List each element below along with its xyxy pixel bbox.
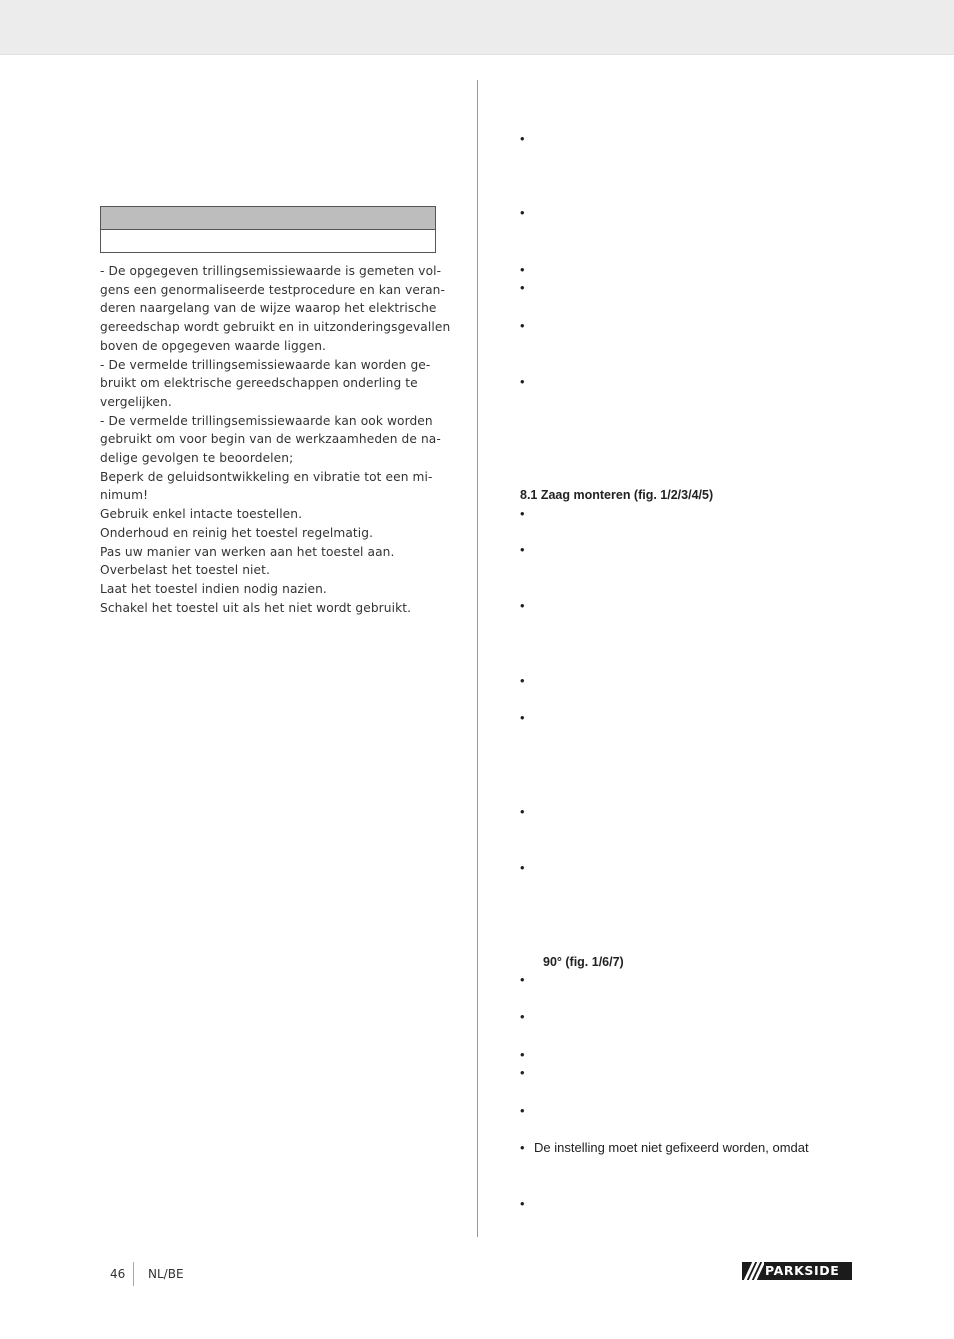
paragraph-line: vergelijken. [100, 394, 172, 409]
paragraph-line: nimum! [100, 488, 149, 503]
bullet-point: • [520, 598, 525, 613]
bullet-point: • [520, 280, 525, 295]
paragraph-line: Onderhoud en reinig het toestel regelmatig. [100, 525, 374, 540]
bullet-point: • [520, 1047, 525, 1062]
bullet-point: • [520, 1065, 525, 1080]
paragraph-line: gebruikt om voor begin van de werkzaamheden de na- [100, 432, 441, 447]
paragraph-line: - De opgegeven trillingsemissiewaarde is gemeten vol- [100, 264, 442, 278]
page-number: 46 [110, 1267, 126, 1281]
bullet-point: • [520, 1196, 525, 1211]
language-code: NL/BE [148, 1267, 184, 1281]
bullet-point: • [520, 804, 525, 819]
vibration-table [100, 206, 436, 253]
paragraph-line: deren naargelang van de wijze waarop het elektrische [100, 301, 437, 316]
bullet-point: • [520, 1009, 525, 1024]
paragraph-line: - De vermelde trillingsemissiewaarde kan worden ge- [100, 357, 431, 372]
bullet-point: • [520, 673, 525, 688]
bullet-point: • [520, 205, 525, 220]
paragraph-line: bruikt om elektrische gereedschappen onderling te [100, 376, 418, 391]
paragraph-line: delige gevolgen te beoordelen; [100, 451, 294, 466]
paragraph-line: Pas uw manier van werken aan het toestel aan. [100, 544, 395, 559]
logo-stripes-icon [742, 1262, 764, 1280]
bullet-point: • [520, 262, 525, 277]
parkside-logo [742, 1262, 852, 1280]
table-header-row [101, 207, 435, 230]
section-heading-saw-mount: 8.1 Zaag monteren (fig. 1/2/3/4/5) [520, 488, 714, 502]
bullet-point: • [520, 972, 525, 987]
paragraph-line: Overbelast het toestel niet. [100, 563, 270, 578]
footer-separator [133, 1262, 134, 1286]
section-heading-90-degrees: 90° (fig. 1/6/7) [543, 955, 624, 969]
table-body-row [101, 230, 435, 252]
paragraph-line: gereedschap wordt gebruikt en in uitzonderingsgevallen [100, 320, 451, 335]
paragraph-line: Laat het toestel indien nodig nazien. [100, 581, 327, 596]
bullet-point: • [520, 374, 525, 389]
bullet-point: • [520, 1140, 525, 1155]
paragraph-line: Gebruik enkel intacte toestellen. [100, 507, 303, 522]
vibration-paragraph [100, 262, 451, 617]
logo-text: PARKSIDE [765, 1263, 840, 1278]
paragraph-line: gens een genormaliseerde testprocedure en kan veran- [100, 282, 445, 297]
column-divider [477, 80, 478, 1237]
bullet-point: • [520, 506, 525, 521]
paragraph-line: - De vermelde trillingsemissiewaarde kan ook worden [100, 413, 433, 428]
paragraph-line: Beperk de geluidsontwikkeling en vibratie tot een mi- [100, 469, 433, 484]
bullet-point: • [520, 131, 525, 146]
bullet-point: • [520, 710, 525, 725]
bullet-point: • [520, 318, 525, 333]
bullet-text-setting: De instelling moet niet gefixeerd worden, omdat [534, 1140, 809, 1155]
header-bar [0, 0, 954, 55]
paragraph-line: Schakel het toestel uit als het niet wordt gebruikt. [100, 600, 412, 615]
bullet-point: • [520, 1103, 525, 1118]
bullet-point: • [520, 542, 525, 557]
bullet-point: • [520, 860, 525, 875]
paragraph-line: boven de opgegeven waarde liggen. [100, 338, 327, 353]
